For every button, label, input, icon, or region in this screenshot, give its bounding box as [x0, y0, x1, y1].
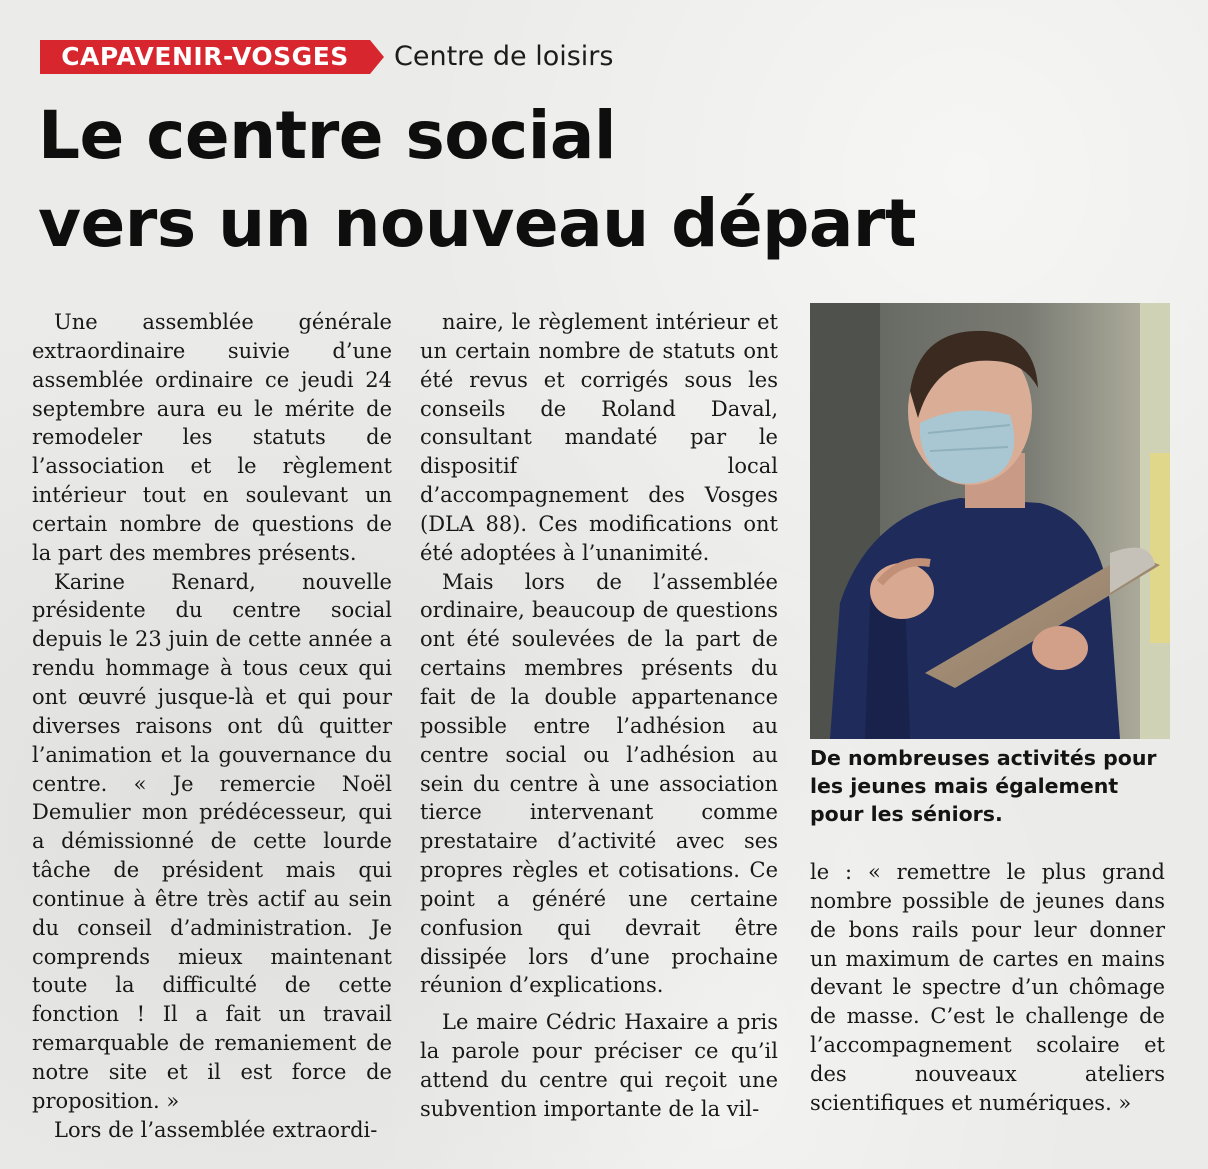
- article-column-3: [810, 858, 1165, 1118]
- kicker-section: Centre de loisirs: [394, 41, 614, 72]
- paragraph: Le maire Cédric Haxaire a pris la parole pour préciser ce qu’il attend du centre qui reçoit une subvention importante de la vil-: [420, 1010, 778, 1121]
- paragraph: Karine Renard, nouvelle présidente du centre social depuis le 23 juin de cette année a rendu hommage à tous ceux qui ont œuvré jusque-là et qui pour diverses raisons ont dû quitter l’animation et la gouvernance du centre. « Je remercie Noël Demulier mon prédécesseur, qui a démissionné de cette lourde tâche de président mais qui continue à être très actif au sein du conseil d’administration. Je comprends mieux maintenant toute la difficulté de cette fonction ! Il a fait un travail remarquable de remaniement de notre site et il est force de proposition. »: [32, 569, 392, 1113]
- paragraph: Une assemblée générale extraordinaire suivie d’une assemblée ordinaire ce jeudi 24 septembre aura eu le mérite de remodeler les statuts de l’association et le règlement intérieur tout en soulevant un certain nombre de questions de la part des membres présents.: [32, 310, 392, 565]
- article-photo: [810, 303, 1170, 739]
- paragraph: Mais lors de l’assemblée ordinaire, beaucoup de questions ont été soulevées de la part de certains membres présents du fait de la double appartenance possible entre l’adhésion au centre social ou l’adhésion au sein du centre à une association tierce intervenant comme prestataire d’activité avec ses propres règles et cotisations. Ce point a généré une certaine confusion qui devrait être dissipée lors d’une prochaine réunion d’explications.: [420, 569, 778, 998]
- kicker-location-tag: CAPAVENIR-VOSGES: [40, 40, 370, 74]
- photo-illustration: [810, 303, 1170, 739]
- paragraph: Lors de l’assemblée extraordi-: [54, 1117, 378, 1142]
- article-column-2: [420, 308, 778, 1124]
- article-headline: [38, 92, 1038, 268]
- headline-line-1: Le centre social: [38, 97, 617, 174]
- paragraph: le : « remettre le plus grand nombre possible de jeunes dans de bons rails pour leur donner un maximum de cartes en mains devant le spectre d’un chômage de masse. C’est le challenge de l’accompagnement scolaire et des nouveaux ateliers scientifiques et numériques. »: [810, 860, 1165, 1115]
- kicker-arrow-icon: [370, 40, 384, 74]
- headline-line-2: vers un nouveau départ: [38, 185, 917, 262]
- photo-caption: De nombreuses activités pour les jeunes mais également pour les séniors.: [810, 746, 1157, 826]
- paragraph: naire, le règlement intérieur et un certain nombre de statuts ont été revus et corrigés sous les conseils de Roland Daval, consultant mandaté par le dispositif local d’accompagnement des Vosges (DLA 88). Ces modifications ont été adoptées à l’unanimité.: [420, 310, 778, 565]
- article-column-1: [32, 308, 392, 1144]
